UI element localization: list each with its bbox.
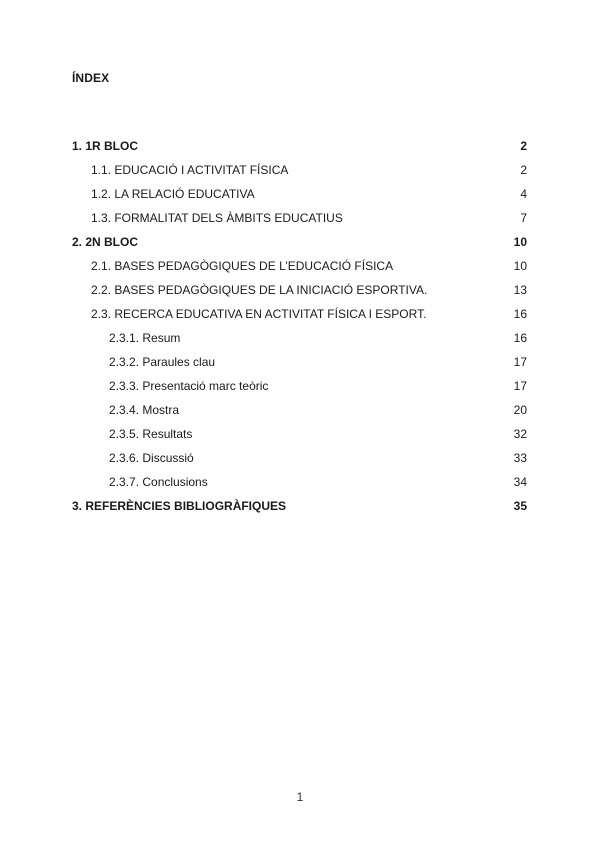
toc-entry-label: 2.3.7. Conclusions [109,475,208,489]
page-title: ÍNDEX [72,71,110,85]
toc-entry-label: 2.3.1. Resum [109,331,181,345]
toc-entry-page: 2 [520,163,527,177]
toc-entry[interactable] [0,134,600,158]
toc-entry-label: 2.3.5. Resultats [109,427,193,441]
toc-entry-page: 16 [513,331,527,345]
toc-entry[interactable] [0,278,600,302]
toc-entry[interactable] [0,254,600,278]
toc-entry-page: 10 [513,259,527,273]
toc-entry-page: 33 [513,451,527,465]
toc-entry-page: 34 [513,475,527,489]
toc-entry[interactable] [0,422,600,446]
toc-entry[interactable] [0,206,600,230]
toc-entry[interactable] [0,350,600,374]
toc-entry[interactable] [0,446,600,470]
toc-entry[interactable] [0,230,600,254]
toc-entry-label: 2.3.6. Discussió [109,451,194,465]
toc-entry-label: 2. 2N BLOC [72,235,139,249]
toc-entry-label: 2.3.4. Mostra [109,403,180,417]
toc-entry-label: 1.3. FORMALITAT DELS ÀMBITS EDUCATIUS [91,211,343,225]
toc-entry-label: 2.3.2. Paraules clau [109,355,216,369]
toc-entry-page: 17 [513,355,527,369]
toc-entry-label: 1.1. EDUCACIÓ I ACTIVITAT FÍSICA [91,163,289,177]
toc-entry[interactable] [0,470,600,494]
toc-entry-label: 2.1. BASES PEDAGÒGIQUES DE L’EDUCACIÓ FÍSICA [91,259,394,273]
toc-entry-page: 10 [513,235,527,249]
toc-entry-label: 2.3. RECERCA EDUCATIVA EN ACTIVITAT FÍSICA I ESPORT. [91,307,427,321]
toc-entry[interactable] [0,494,600,518]
toc-entry-label: 2.2. BASES PEDAGÒGIQUES DE LA INICIACIÓ ESPORTIVA. [91,283,428,297]
toc-entry-page: 17 [513,379,527,393]
toc-entry-page: 7 [520,211,527,225]
toc-entry[interactable] [0,326,600,350]
page-number: 1 [296,790,304,804]
table-of-contents [0,134,600,518]
toc-entry-page: 32 [513,427,527,441]
toc-entry-page: 13 [513,283,527,297]
toc-entry-page: 4 [520,187,527,201]
toc-entry-page: 35 [513,499,527,513]
toc-entry[interactable] [0,398,600,422]
toc-entry-label: 1. 1R BLOC [72,139,139,153]
toc-entry-page: 2 [520,139,527,153]
toc-entry[interactable] [0,374,600,398]
toc-entry-label: 1.2. LA RELACIÓ EDUCATIVA [91,187,255,201]
toc-entry-page: 20 [513,403,527,417]
toc-entry-label: 2.3.3. Presentació marc teòric [109,379,269,393]
toc-entry[interactable] [0,302,600,326]
toc-entry-page: 16 [513,307,527,321]
toc-entry[interactable] [0,158,600,182]
toc-entry-label: 3. REFERÈNCIES BIBLIOGRÀFIQUES [72,499,287,513]
toc-entry[interactable] [0,182,600,206]
